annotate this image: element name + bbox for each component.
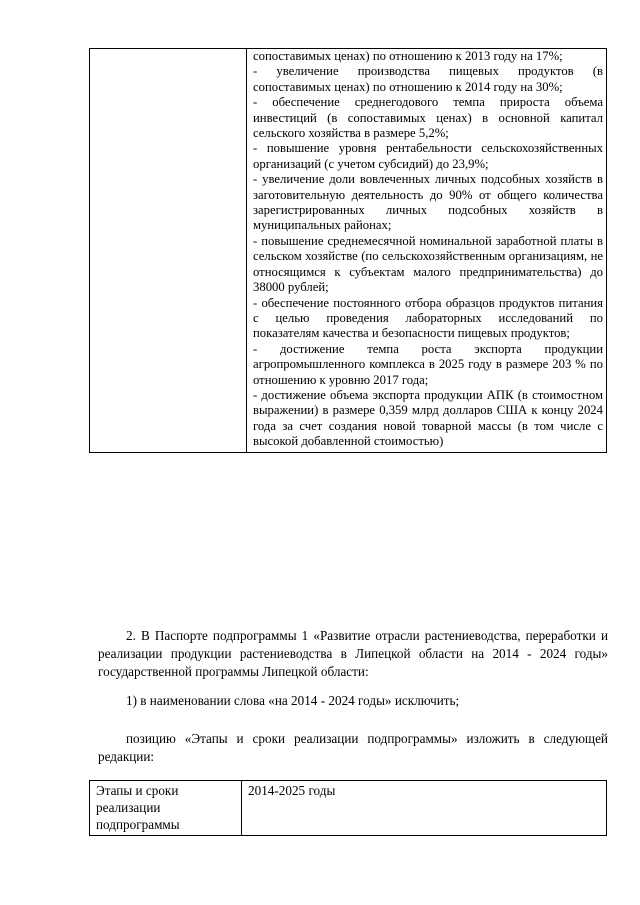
table-row <box>90 781 607 836</box>
target-item: - повышение уровня рентабельности сельскохозяйственных организаций (с учетом субсидий) до 23,9%; <box>253 141 603 171</box>
table-value-cell <box>247 49 607 453</box>
target-item: - повышение среднемесячной номинальной заработной платы в сельском хозяйстве (по сельскохозяйственным организациям, не относящимся к субъектам малого предпринимательства) до 38000 рублей; <box>253 233 603 295</box>
stages-value-cell: 2014-2025 годы <box>242 781 607 836</box>
target-item: - обеспечение постоянного отбора образцов продуктов питания с целью проведения лабораторных исследований по показателям качества и безопасности пищевых продуктов; <box>253 295 603 341</box>
targets-table <box>89 48 607 453</box>
table-label-cell-empty <box>90 49 247 453</box>
target-item: - достижение объема экспорта продукции АПК (в стоимостном выражении) в размере 0,359 млрд долларов США к концу 2024 года за счет создания новой товарной массы (в том числе с высокой добавленной стоимостью) <box>253 387 603 449</box>
paragraph-amendment-2: 2. В Паспорте подпрограммы 1 «Развитие отрасли растениеводства, переработки и реализации продукции растениеводства в Липецкой области на 2014 - 2024 годы» государственной программы Липецкой области: <box>98 628 608 679</box>
stages-label-cell: Этапы и сроки реализации подпрограммы <box>90 781 242 836</box>
table-row <box>90 49 607 453</box>
target-item: сопоставимых ценах) по отношению к 2013 году на 17%; <box>253 49 563 63</box>
target-item: - обеспечение среднегодового темпа прироста объема инвестиций (в сопоставимых ценах) в основной капитал сельского хозяйства в размере 5,2%; <box>253 95 603 141</box>
target-item: - увеличение производства пищевых продуктов (в сопоставимых ценах) по отношению к 2014 году на 30%; <box>253 64 603 94</box>
target-item: - достижение темпа роста экспорта продукции агропромышленного комплекса в 2025 году в размере 203 % по отношению к уровню 2017 года; <box>253 341 603 387</box>
paragraph-subitem-1: 1) в наименовании слова «на 2014 - 2024 годы» исключить; <box>126 693 460 708</box>
stages-table <box>89 780 607 836</box>
paragraph-position-edit: позицию «Этапы и сроки реализации подпрограммы» изложить в следующей редакции: <box>98 731 608 764</box>
target-item: - увеличение доли вовлеченных личных подсобных хозяйств в заготовительную деятельность до 90% от общего количества зарегистрированных личных подсобных хозяйств в муниципальных районах; <box>253 172 603 233</box>
